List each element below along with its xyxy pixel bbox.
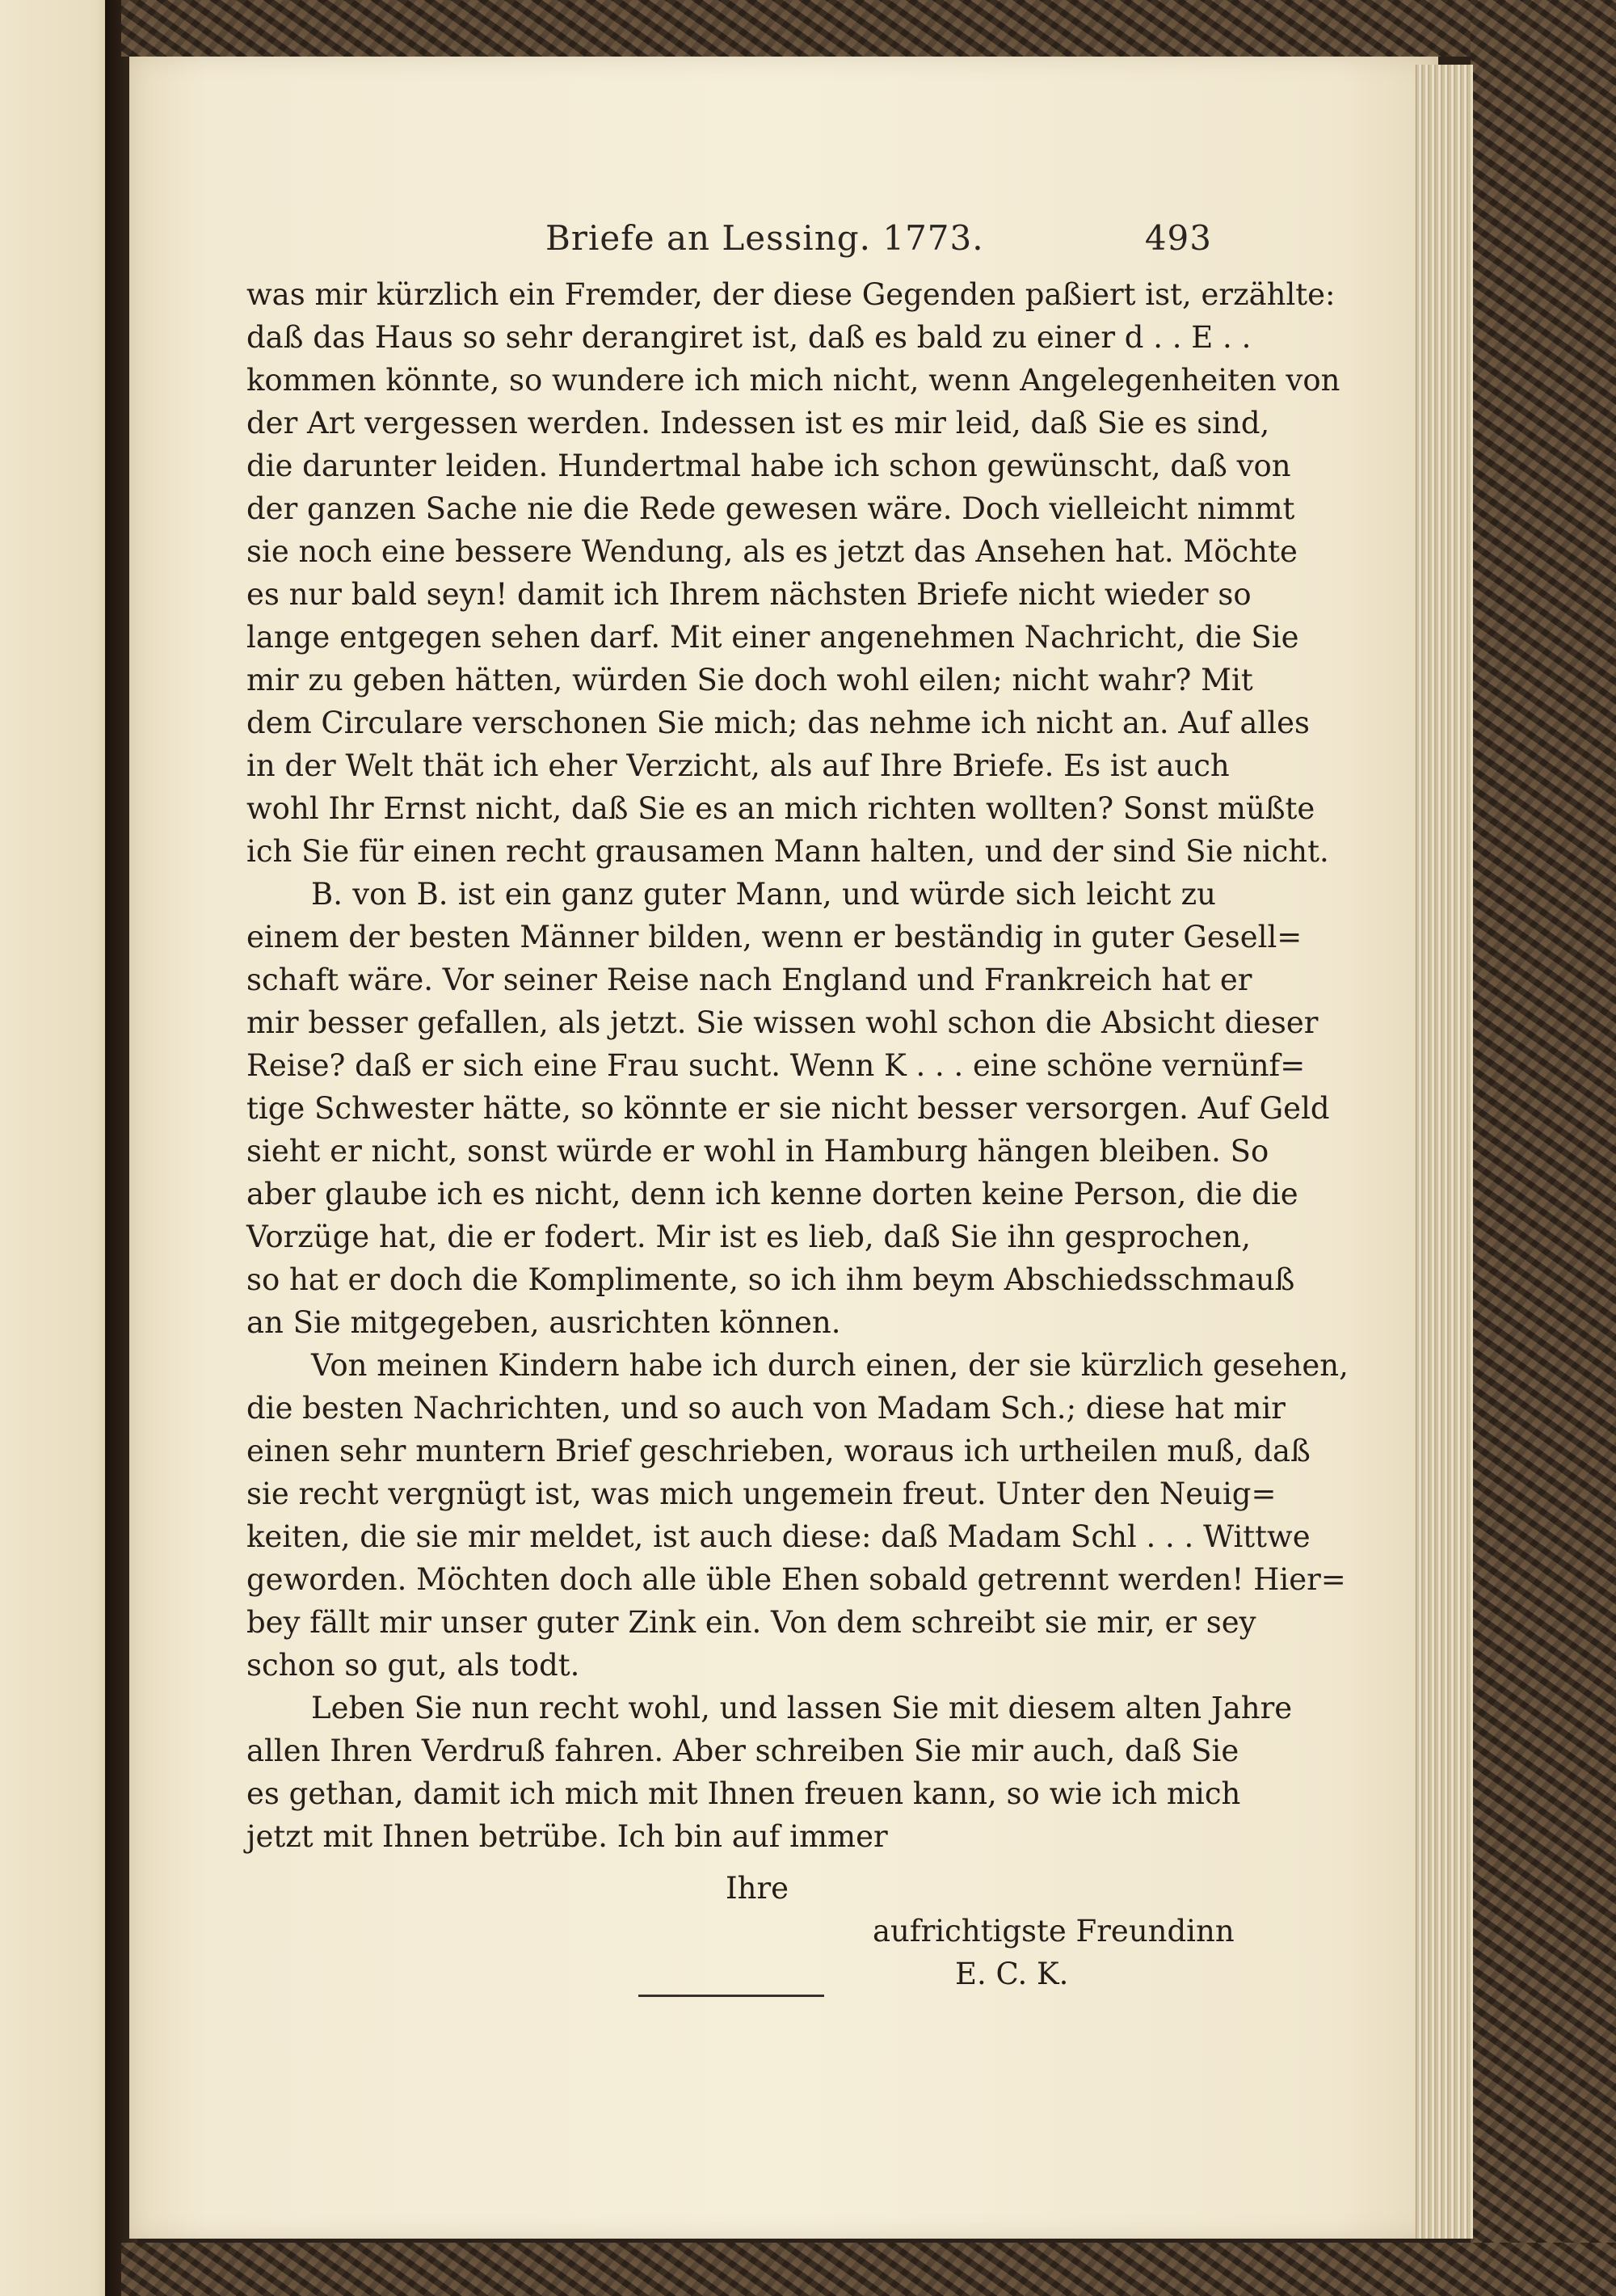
text-line: wohl Ihr Ernst nicht, daß Sie es an mich richten wollten? Sonst müßte <box>246 791 1315 826</box>
text-line: aber glaube ich es nicht, denn ich kenne dorten keine Person, die die <box>246 1177 1298 1211</box>
marbled-cover-right <box>1471 0 1616 2296</box>
text-line: schaft wäre. Vor seiner Reise nach England und Frankreich hat er <box>246 963 1252 997</box>
marbled-cover-bottom <box>121 2243 1616 2296</box>
closing-ihre: Ihre <box>726 1871 789 1906</box>
text-line: B. von B. ist ein ganz guter Mann, und würde sich leicht zu <box>311 877 1216 912</box>
left-page-edge <box>0 0 112 2296</box>
text-line: daß das Haus so sehr derangiret ist, daß es bald zu einer d . . E . . <box>246 320 1252 355</box>
text-line: kommen könnte, so wundere ich mich nicht, wenn Angelegenheiten von <box>246 363 1340 398</box>
text-line: tige Schwester hätte, so könnte er sie nicht besser versorgen. Auf Geld <box>246 1091 1330 1126</box>
text-line: mir zu geben hätten, würden Sie doch wohl eilen; nicht wahr? Mit <box>246 663 1253 697</box>
text-line: was mir kürzlich ein Fremder, der diese Gegenden paßiert ist, erzählte: <box>246 277 1336 312</box>
letter-body <box>246 273 1349 1858</box>
text-line: schon so gut, als todt. <box>246 1648 580 1683</box>
text-line: Von meinen Kindern habe ich durch einen, der sie kürzlich gesehen, <box>311 1348 1349 1383</box>
text-line: so hat er doch die Komplimente, so ich ihm beym Abschiedsschmauß <box>246 1262 1295 1297</box>
text-line: Vorzüge hat, die er fodert. Mir ist es lieb, daß Sie ihn gesprochen, <box>246 1220 1251 1254</box>
text-line: der ganzen Sache nie die Rede gewesen wäre. Doch vielleicht nimmt <box>246 491 1295 526</box>
text-line: sie recht vergnügt ist, was mich ungemein freut. Unter den Neuig= <box>246 1477 1277 1511</box>
text-line: in der Welt thät ich eher Verzicht, als auf Ihre Briefe. Es ist auch <box>246 748 1230 783</box>
text-line: einen sehr muntern Brief geschrieben, woraus ich urtheilen muß, daß <box>246 1434 1311 1468</box>
text-line: ich Sie für einen recht grausamen Mann halten, und der sind Sie nicht. <box>246 834 1329 869</box>
text-line: sieht er nicht, sonst würde er wohl in Hamburg hängen bleiben. So <box>246 1134 1269 1169</box>
page-number: 493 <box>1144 218 1212 258</box>
closing-initials: E. C. K. <box>955 1957 1069 1991</box>
text-line: bey fällt mir unser guter Zink ein. Von dem schreibt sie mir, er sey <box>246 1605 1256 1640</box>
closing-signature-line: aufrichtigste Freundinn <box>873 1914 1235 1948</box>
text-line: die darunter leiden. Hundertmal habe ich schon gewünscht, daß von <box>246 449 1291 483</box>
text-line: keiten, die sie mir meldet, ist auch diese: daß Madam Schl . . . Wittwe <box>246 1519 1311 1554</box>
page-stack-edges <box>1416 65 1473 2239</box>
end-rule <box>638 1995 824 1997</box>
page-header <box>242 218 1212 267</box>
text-line: es gethan, damit ich mich mit Ihnen freuen kann, so wie ich mich <box>246 1776 1241 1811</box>
text-line: dem Circulare verschonen Sie mich; das nehme ich nicht an. Auf alles <box>246 706 1311 740</box>
text-line: an Sie mitgegeben, ausrichten können. <box>246 1305 841 1340</box>
text-line: lange entgegen sehen darf. Mit einer angenehmen Nachricht, die Sie <box>246 620 1299 655</box>
text-line: Reise? daß er sich eine Frau sucht. Wenn K . . . eine schöne vernünf= <box>246 1048 1306 1083</box>
text-line: jetzt mit Ihnen betrübe. Ich bin auf immer <box>246 1819 888 1854</box>
text-line: allen Ihren Verdruß fahren. Aber schreiben Sie mir auch, daß Sie <box>246 1734 1239 1768</box>
text-line: mir besser gefallen, als jetzt. Sie wissen wohl schon die Absicht dieser <box>246 1005 1319 1040</box>
marbled-cover-top <box>121 0 1616 57</box>
text-line: sie noch eine bessere Wendung, als es jetzt das Ansehen hat. Möchte <box>246 534 1298 569</box>
text-line: geworden. Möchten doch alle üble Ehen sobald getrennt werden! Hier= <box>246 1562 1346 1597</box>
text-line: es nur bald seyn! damit ich Ihrem nächsten Briefe nicht wieder so <box>246 577 1252 612</box>
text-line: der Art vergessen werden. Indessen ist es mir leid, daß Sie es sind, <box>246 406 1270 440</box>
text-line: Leben Sie nun recht wohl, und lassen Sie mit diesem alten Jahre <box>311 1691 1293 1725</box>
running-title: Briefe an Lessing. 1773. <box>545 218 984 258</box>
text-line: die besten Nachrichten, und so auch von Madam Sch.; diese hat mir <box>246 1391 1286 1426</box>
text-line: einem der besten Männer bilden, wenn er beständig in guter Gesell= <box>246 920 1302 954</box>
facing-left-page <box>0 0 121 2296</box>
